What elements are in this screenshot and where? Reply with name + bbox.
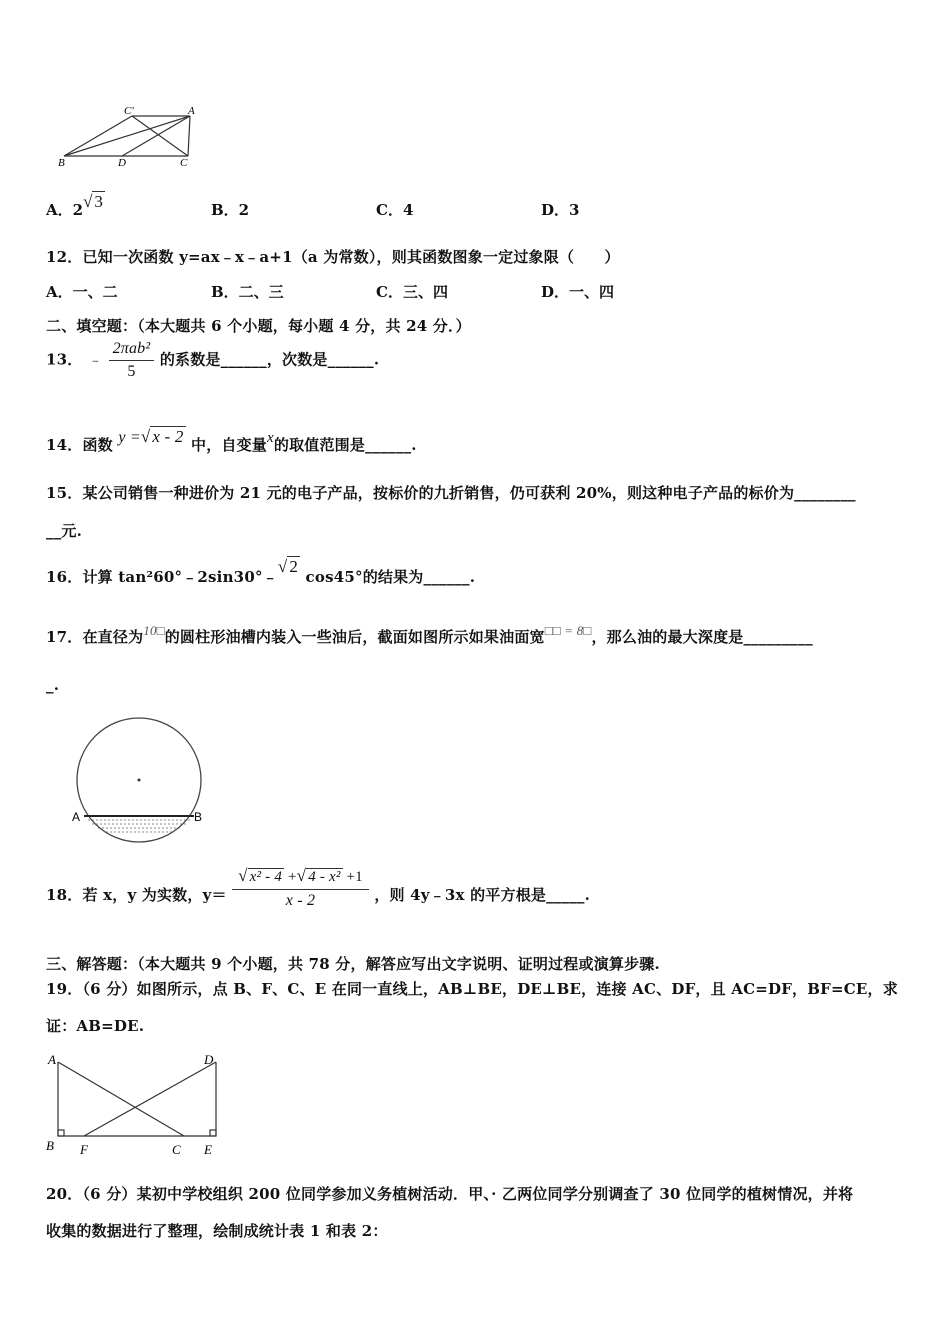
q19-line2: 证：AB=DE. bbox=[46, 1017, 145, 1035]
q17-width-expr: □□ = 8□ bbox=[544, 623, 592, 638]
label-f: F bbox=[80, 1142, 88, 1157]
q18-suffix: ，则 4y﹣3x 的平方根是_____. bbox=[374, 886, 591, 904]
q17-diameter: 10□ bbox=[143, 623, 165, 638]
label-c: C bbox=[180, 157, 188, 169]
q17-line2: _. bbox=[46, 676, 60, 694]
q16-suffix: cos45°的结果为______. bbox=[305, 568, 476, 586]
q14-y-eq: y = bbox=[118, 429, 141, 446]
q14-var: x bbox=[267, 430, 274, 446]
q13-denominator: 5 bbox=[127, 363, 136, 380]
q12-text: 12．已知一次函数 y=ax﹣x﹣a+1（a 为常数），则其函数图象一定过象限（ ） bbox=[46, 248, 620, 266]
q13-numerator: 2πab² bbox=[109, 340, 155, 361]
q13 bbox=[46, 340, 379, 381]
label-e: E bbox=[204, 1142, 212, 1157]
q18-radicand-1: x² - 4 bbox=[249, 869, 283, 885]
q17-line1 bbox=[46, 619, 813, 646]
q16-radicand: 2 bbox=[289, 557, 299, 576]
triangles-figure bbox=[44, 1050, 224, 1162]
label-c-prime: C' bbox=[124, 105, 134, 117]
label-d: D bbox=[204, 1052, 214, 1067]
q14-suffix: 的取值范围是______. bbox=[273, 436, 417, 454]
q11-option-a-text: A．2 bbox=[46, 201, 84, 219]
section3-heading: 三、解答题：（本大题共 9 个小题，共 78 分，解答应写出文字说明、证明过程或演算步骤. bbox=[46, 955, 660, 973]
sqrt-symbol: √ bbox=[277, 557, 288, 576]
q17-mid: 的圆柱形油槽内装入一些油后，截面如图所示如果油面宽 bbox=[164, 628, 545, 646]
q11-option-a bbox=[46, 192, 105, 220]
q12-option-c: C．三、四 bbox=[376, 283, 448, 301]
label-b: B bbox=[46, 1138, 54, 1153]
q18-radicand-2: 4 - x² bbox=[308, 869, 341, 885]
q11-option-a-radicand: 3 bbox=[94, 192, 103, 211]
label-a: A bbox=[72, 810, 81, 824]
q19-line1: 19．（6 分）如图所示，点 B、F、C、E 在同一直线上，AB⊥BE，DE⊥BE，连接 AC、DF，且 AC=DF，BF=CE，求 bbox=[46, 980, 898, 998]
label-a: A bbox=[48, 1052, 56, 1067]
q20-line1: 20．（6 分）某初中学校组织 200 位同学参加义务植树活动．甲、· 乙两位同学分别调查了 30 位同学的植树情况，并将 bbox=[46, 1185, 854, 1203]
q17-prefix: 17．在直径为 bbox=[46, 628, 144, 646]
oil-tank-figure bbox=[70, 716, 210, 850]
q18 bbox=[46, 866, 590, 910]
q16-prefix: 16．计算 tan²60°﹣2sin30°﹣ bbox=[46, 568, 278, 586]
q18-fraction bbox=[232, 866, 369, 910]
sqrt-symbol: √ bbox=[238, 866, 248, 885]
section2-heading: 二、填空题：（本大题共 6 个小题，每小题 4 分，共 24 分．） bbox=[46, 317, 471, 335]
q13-number: 13． bbox=[46, 350, 83, 369]
q18-denominator: x - 2 bbox=[285, 892, 316, 909]
q14-radicand: x - 2 bbox=[152, 427, 184, 446]
label-b: B bbox=[194, 810, 203, 824]
parallelogram-figure bbox=[56, 104, 206, 170]
label-a: A bbox=[188, 105, 195, 117]
q14 bbox=[46, 426, 417, 454]
sqrt-symbol: √ bbox=[296, 866, 307, 885]
q11-option-d: D．3 bbox=[541, 201, 580, 219]
sqrt-symbol: √ bbox=[83, 192, 93, 211]
q12-option-b: B．二、三 bbox=[211, 283, 284, 301]
q14-mid: 中，自变量 bbox=[191, 436, 268, 454]
q11-option-c: C．4 bbox=[376, 201, 414, 219]
q13-fraction bbox=[109, 340, 155, 381]
q12-option-a: A．一、二 bbox=[46, 283, 118, 301]
q15-line1: 15．某公司销售一种进价为 21 元的电子产品，按标价的九折销售，仍可获利 20%，则这种电子产品的标价为________ bbox=[46, 484, 856, 502]
q14-prefix: 14．函数 bbox=[46, 436, 113, 454]
q20-line2: 收集的数据进行了整理，绘制成统计表 1 和表 2： bbox=[46, 1222, 388, 1240]
q18-plus-1: + bbox=[287, 869, 297, 885]
q18-numerator bbox=[232, 866, 369, 890]
q13-text: 的系数是______，次数是______. bbox=[159, 350, 380, 369]
q11-option-b: B．2 bbox=[211, 201, 250, 219]
q12-option-d: D．一、四 bbox=[541, 283, 615, 301]
q13-sign: ﹣ bbox=[87, 350, 104, 369]
q18-prefix: 18．若 x，y 为实数，y＝ bbox=[46, 886, 227, 904]
q16 bbox=[46, 556, 476, 586]
q15-line2: __元. bbox=[46, 522, 83, 540]
q18-plus-2: +1 bbox=[346, 869, 363, 885]
label-c: C bbox=[172, 1142, 181, 1157]
sqrt-symbol: √ bbox=[140, 427, 151, 446]
label-d: D bbox=[118, 157, 126, 169]
q17-suffix: ，那么油的最大深度是_________ bbox=[591, 628, 813, 646]
label-b: B bbox=[58, 157, 65, 169]
